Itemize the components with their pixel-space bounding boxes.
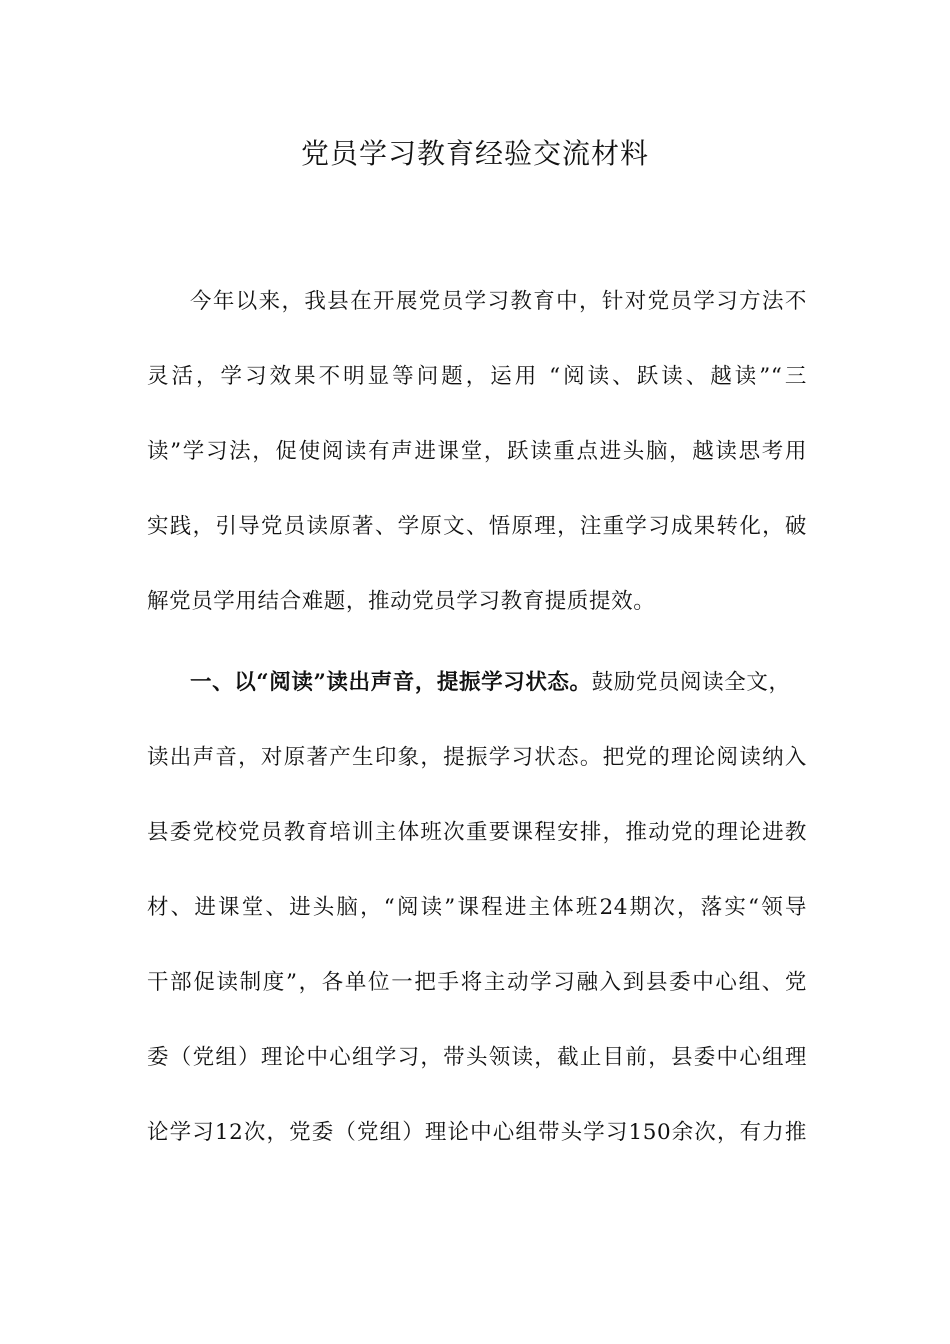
section1-line-2: 读出声音，对原著产生印象，提振学习状态。把党的理论阅读纳入 xyxy=(147,745,807,770)
section1-line-5: 干部促读制度”，各单位一把手将主动学习融入到县委中心组、党 xyxy=(147,970,807,995)
intro-line-1: 今年以来，我县在开展党员学习教育中，针对党员学习方法不 xyxy=(190,289,807,314)
section1-line-3: 县委党校党员教育培训主体班次重要课程安排，推动党的理论进教 xyxy=(147,820,807,845)
document-title: 党员学习教育经验交流材料 xyxy=(300,137,649,170)
section1-heading: 一、以“阅读”读出声音，提振学习状态。 xyxy=(190,670,592,695)
section1-first-line-tail: 鼓励党员阅读全文， xyxy=(591,670,791,695)
section1-line-7: 论学习12次，党委（党组）理论中心组带头学习150余次，有力推 xyxy=(147,1120,807,1145)
section1-first-line xyxy=(147,663,807,703)
section1-line-4: 材、进课堂、进头脑，“阅读”课程进主体班24期次，落实“领导 xyxy=(147,895,807,920)
section1-line-6: 委（党组）理论中心组学习，带头领读，截止目前，县委中心组理 xyxy=(147,1045,807,1070)
intro-line-3: 读”学习法，促使阅读有声进课堂，跃读重点进头脑，越读思考用 xyxy=(147,439,807,464)
intro-line-4: 实践，引导党员读原著、学原文、悟原理，注重学习成果转化，破 xyxy=(147,514,807,539)
intro-line-2: 灵活，学习效果不明显等问题，运用 “阅读、跃读、越读”“三 xyxy=(147,364,807,389)
intro-line-5: 解党员学用结合难题，推动党员学习教育提质提效。 xyxy=(147,589,656,614)
